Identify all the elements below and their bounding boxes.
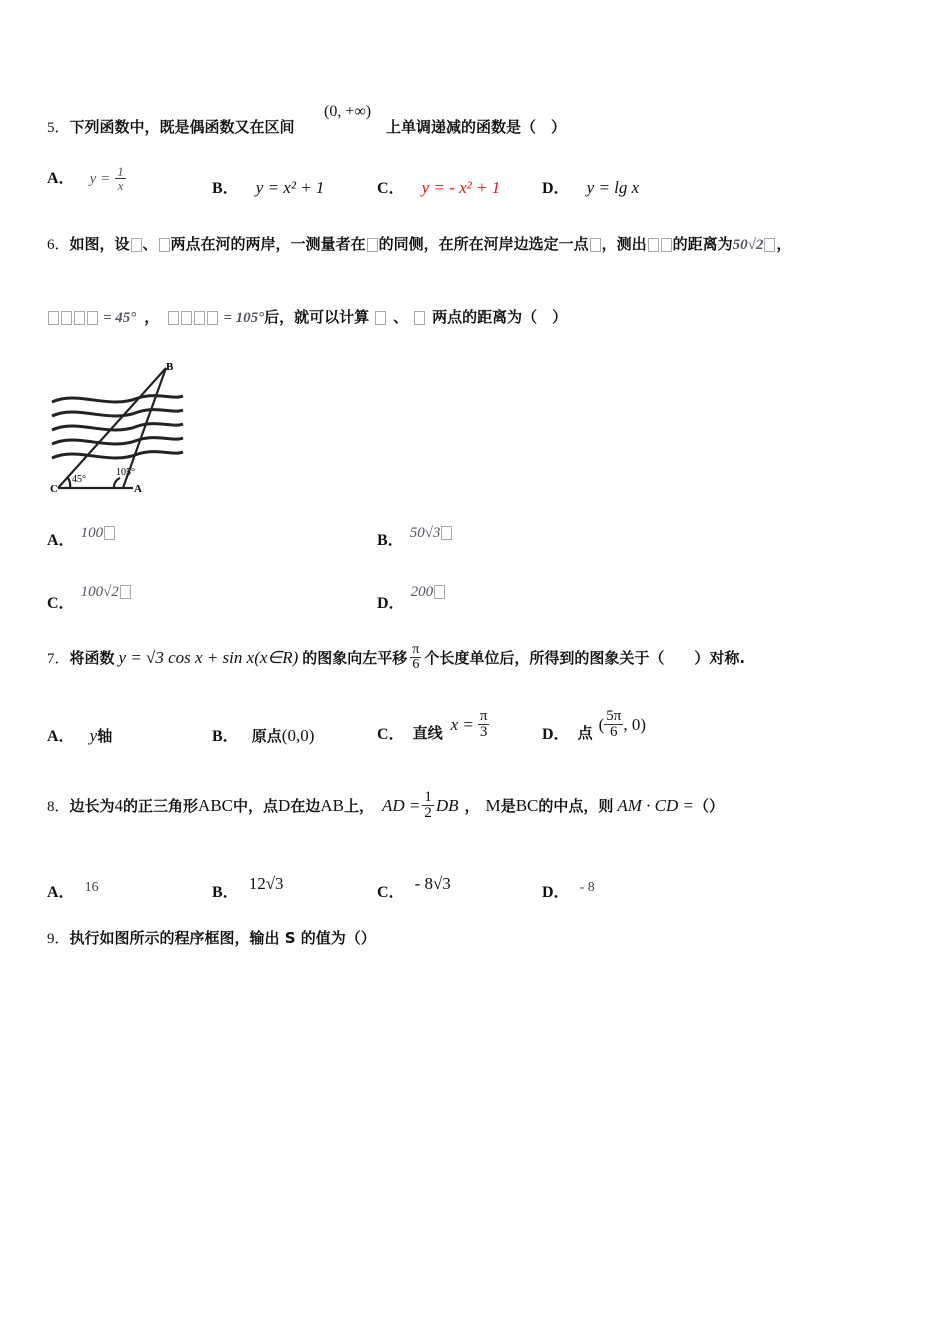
fraction: $\frac{\pi}{6}$ xyxy=(412,642,420,672)
line-cb xyxy=(58,368,166,488)
angle-c-arc xyxy=(68,478,70,488)
q8-option-d[interactable]: D． - 8 xyxy=(542,880,595,901)
q6-option-c[interactable]: C．100√2 xyxy=(47,590,132,613)
river-wave-5 xyxy=(52,452,183,458)
q6-stem-line1: 6．如图，设 、 两点在河的两岸，一测量者在 的同侧，在所在河岸边选定一点 ，测出 的距离为50√2 ， xyxy=(47,235,792,253)
q5-option-d[interactable]: D． y = lg x xyxy=(542,178,640,197)
q8-option-b[interactable]: B． 12√3 xyxy=(212,874,284,901)
q8-option-a[interactable]: A． 16 xyxy=(47,880,99,901)
river-figure xyxy=(48,360,188,495)
label-105: 105° xyxy=(116,467,135,478)
q5-option-c[interactable]: C． y = - x² + 1 xyxy=(377,178,501,197)
river-wave-1 xyxy=(52,396,183,402)
fraction: $\frac{1}{x}$ xyxy=(117,164,124,193)
label-c: C xyxy=(50,483,58,495)
q7-stem: 7． 将函数 y = √3 cos x + sin x(x∈R) 的图象向左平移 $\frac{\pi}{6}$ 个长度单位后，所得到的图象关于（ ）对称. xyxy=(47,642,746,672)
q5-option-b[interactable]: B． y = x² + 1 xyxy=(212,178,325,197)
q6-option-a[interactable]: A． 100 xyxy=(47,527,116,550)
q6-option-b[interactable]: B． 50√3 xyxy=(377,527,453,550)
q5-stem: 5．下列函数中，既是偶函数又在区间 xyxy=(47,118,295,136)
q7-option-b[interactable]: B． 原点(0,0) xyxy=(212,726,315,745)
fraction: $\frac{\pi}{3}$ xyxy=(479,708,488,740)
q5-option-a[interactable]: A． y = $\frac{1}{x}$ xyxy=(47,164,124,193)
q7-option-a[interactable]: A． y轴 xyxy=(47,726,113,745)
q5-stem-end: 上单调递减的函数是（ ） xyxy=(386,118,567,136)
q6-stem-line2: = 45° ， = 105°后，就可以计算 、 两点的距离为（ ） xyxy=(47,306,567,327)
label-a: A xyxy=(134,483,142,495)
river-wave-3 xyxy=(52,424,183,430)
label-45: 45° xyxy=(72,474,86,485)
river-wave-4 xyxy=(52,438,183,444)
q9-stem: 9．执行如图所示的程序框图，输出 S 的值为（） xyxy=(47,929,376,947)
q7-option-c[interactable]: C． 直线 x = $\frac{\pi}{3}$ xyxy=(377,708,488,743)
q8-option-c[interactable]: C． - 8√3 xyxy=(377,874,451,901)
q6-option-d[interactable]: D．200 xyxy=(377,590,446,613)
fraction: $\frac{5\pi}{6}$ xyxy=(606,708,622,740)
angle-a-arc xyxy=(114,478,120,488)
q7-option-d[interactable]: D． 点 ( $\frac{5\pi}{6}$ , 0) xyxy=(542,708,646,743)
q8-stem: 8． 边长为 4 的正三角形 ABC 中，点 D 在边 AB 上， AD = $\frac{1}{2}$ DB ， M 是 BC 的中点，则 AM · CD = （） xyxy=(47,789,725,821)
fraction: $\frac{1}{2}$ xyxy=(424,789,432,821)
label-b: B xyxy=(166,361,174,373)
river-wave-2 xyxy=(52,410,183,416)
q5-interval: (0, +∞) xyxy=(324,103,372,120)
